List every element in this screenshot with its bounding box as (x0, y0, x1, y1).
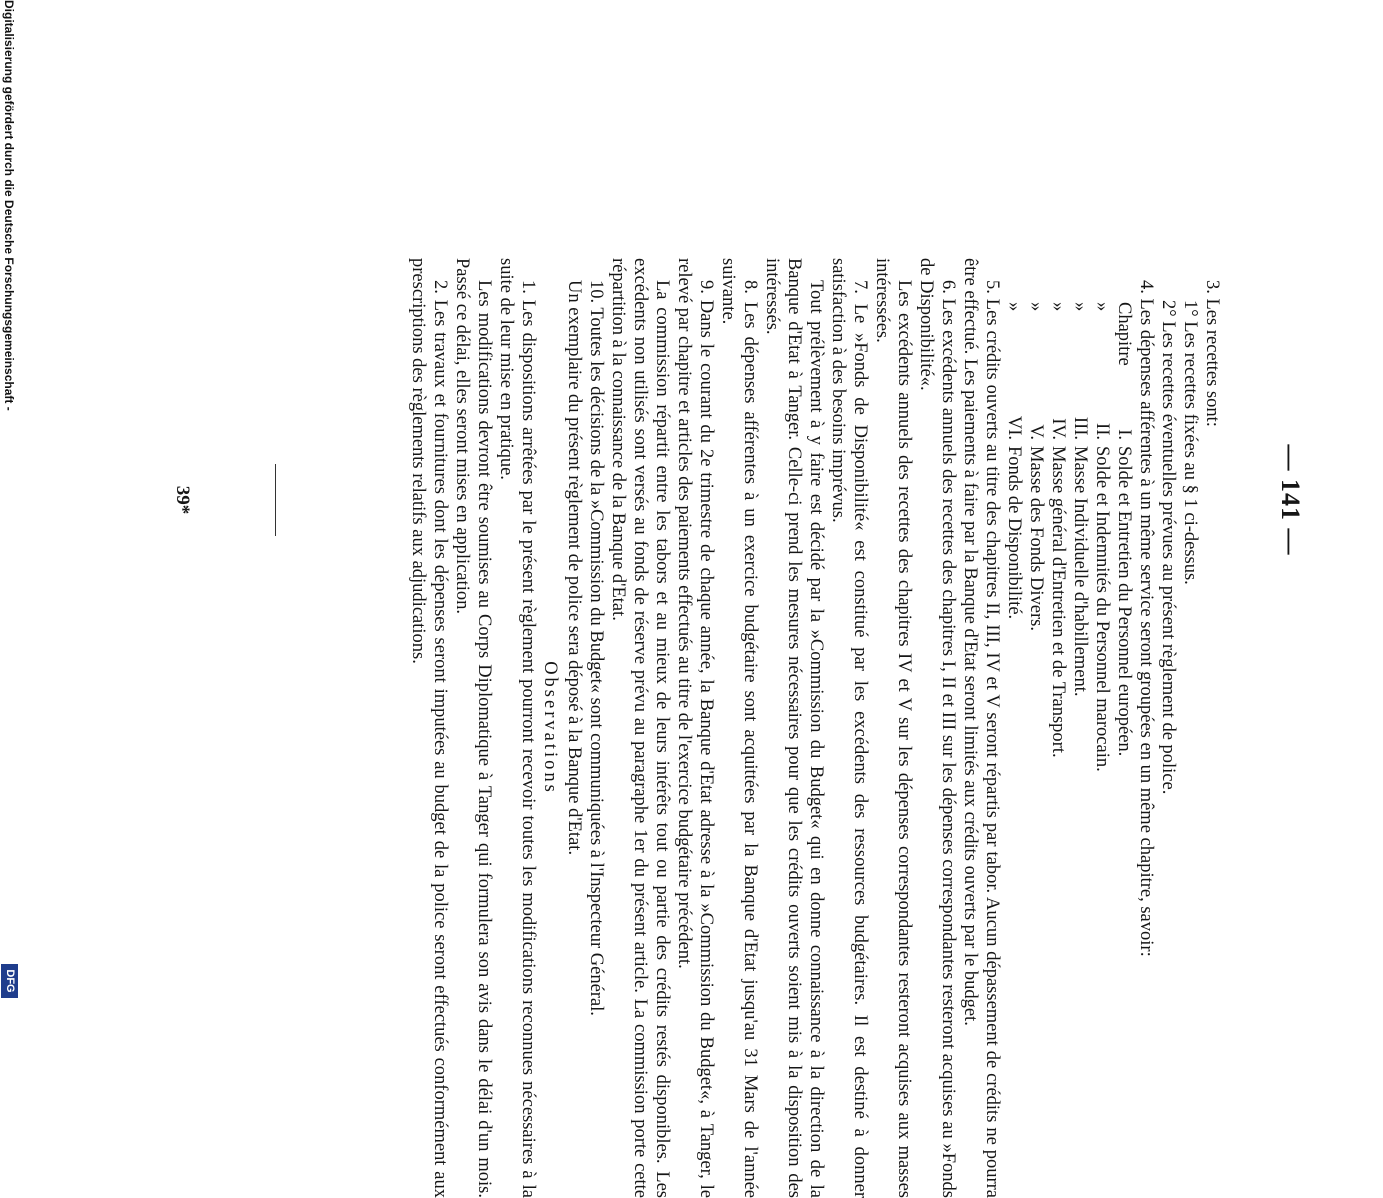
chapter-number: III. (1070, 416, 1090, 440)
chapter-item (1113, 258, 1135, 1198)
chapter-title: Solde et Entretien du Personnel européen. (1114, 446, 1134, 757)
body-text (407, 258, 1223, 1198)
para-7: 7. Le »Fonds de Disponibilité« est constitué par les excédents des ressources budgétaires. Il est destiné à donner satisfaction à des besoins imprévus. (828, 258, 870, 1198)
para-10: 10. Toutes les décisions de la »Commission du Budget« sont communiquées à l'Inspecteur Général. (586, 280, 606, 1016)
chapter-prefix: » (1004, 302, 1024, 312)
para-8: 8. Les dépenses afférentes à un exercice budgétaire sont acquittées par la Banque d'Etat jusqu'au 31 Mars de l'année suivante. (718, 258, 760, 1198)
chapter-number: V. (1026, 424, 1046, 440)
chapter-item (1091, 258, 1113, 1198)
chapter-title: Masse Individuelle d'habillement. (1070, 446, 1090, 697)
chapter-item (1047, 258, 1069, 1198)
para-4: 4. Les dépenses afférentes à un même service seront groupées en un même chapitre, savoir: (1136, 280, 1156, 957)
chapter-item (1003, 258, 1025, 1198)
para-9: 9. Dans le courant du 2e trimestre de chaque année, la Banque d'Etat adresse à la »Commission du Budget«, à Tanger, le relevé par chapitre et articles des paiements effectués au titre de l'exercice budgétaire précédent. (674, 258, 716, 1198)
chapter-number: VI. (1004, 415, 1024, 440)
chapter-item (1069, 258, 1091, 1198)
page-number: 39* (172, 485, 193, 515)
chapter-prefix: Chapitre (1114, 302, 1134, 366)
chapter-prefix: » (1026, 302, 1046, 312)
observation-1-continued: Les modifications devront être soumises au Corps Diplomatique à Tanger qui formulera son avis dans le délai d'un mois. Passé ce délai, elles seront mises en application. (452, 258, 494, 1198)
para-3-heading: 3. Les recettes sont: (1202, 280, 1222, 427)
dfg-credit: Digitalisierung gefördert durch die Deutsche Forschungsgemeinschaft - (2, 0, 16, 411)
chapter-prefix: » (1048, 302, 1068, 312)
chapter-number: II. (1092, 423, 1112, 440)
observations-heading: Observations (540, 661, 560, 795)
para-5: 5. Les crédits ouverts au titre des chapitres II, III, IV et V seront répartis par tabor. Aucun dépassement de crédits ne pourra être effectué. Les paiements à faire par la Banque d'Etat seront limités aux crédits ouverts par le budget. (960, 258, 1002, 1198)
chapter-number: I. (1114, 429, 1134, 440)
digitization-footer (0, 0, 18, 1000)
chapter-title: Masse général d'Entretien et de Transport. (1048, 446, 1068, 758)
observation-1: 1. Les dispositions arrêtées par le présent règlement pourront recevoir toutes les modifications reconnues nécessaires à la suite de leur mise en pratique. (496, 258, 538, 1198)
chapter-title: Masse des Fonds Divers. (1026, 446, 1046, 631)
observation-2: 2. Les travaux et fournitures dont les dépenses seront imputées au budget de la police seront effectués conformément aux prescriptions des règlements relatifs aux adjudications. (408, 258, 450, 1198)
chapter-prefix: » (1092, 302, 1112, 312)
chapter-list (1003, 258, 1135, 1198)
para-exemplaire: Un exemplaire du présent règlement de police sera déposé à la Banque d'Etat. (564, 280, 584, 856)
chapter-prefix: » (1070, 302, 1090, 312)
chapter-item (1025, 258, 1047, 1198)
para-7-continued: Tout prélèvement à y faire est décidé par la »Commission du Budget« qui en donne connaissance à la direction de la Banque d'Etat à Tanger. Celle-ci prend les mesures nécessaires pour que les crédits ouverts soient mis à la disposition des intéressés. (762, 258, 826, 1198)
para-9-continued: La commission répartit entre les tabors et au mieux de leurs intérêts tout ou partie des crédits restés disponibles. Les excédents non utilisés sont versés au fonds de réserve prévu au paragraphe 1er du présent article. La commission porte cette répartition à la connaissance de la Banque d'Etat. (608, 258, 672, 1198)
folio-header: — 141 — (1276, 444, 1305, 556)
para-6: 6. Les excédents annuels des recettes des chapitres I, II et III sur les dépenses correspondantes resteront acquises au »Fonds de Disponibilité«. (916, 258, 958, 1198)
para-3-item-2: 2° Les recettes éventuelles prévues au présent règlement de police. (1158, 300, 1178, 795)
para-3-item-1: 1° Les recettes fixées au § 1 ci-dessus. (1180, 300, 1200, 585)
chapter-title: Fonds de Disponibilité. (1004, 446, 1024, 620)
dfg-logo: DFG (1, 964, 18, 998)
chapter-title: Solde et Indemnités du Personnel marocain. (1092, 446, 1112, 772)
chapter-number: IV. (1048, 418, 1068, 440)
end-rule (270, 0, 288, 1000)
para-6-continued: Les excédents annuels des recettes des chapitres IV et V sur les dépenses correspondantes resteront acquises aux masses intéressées. (872, 258, 914, 1198)
